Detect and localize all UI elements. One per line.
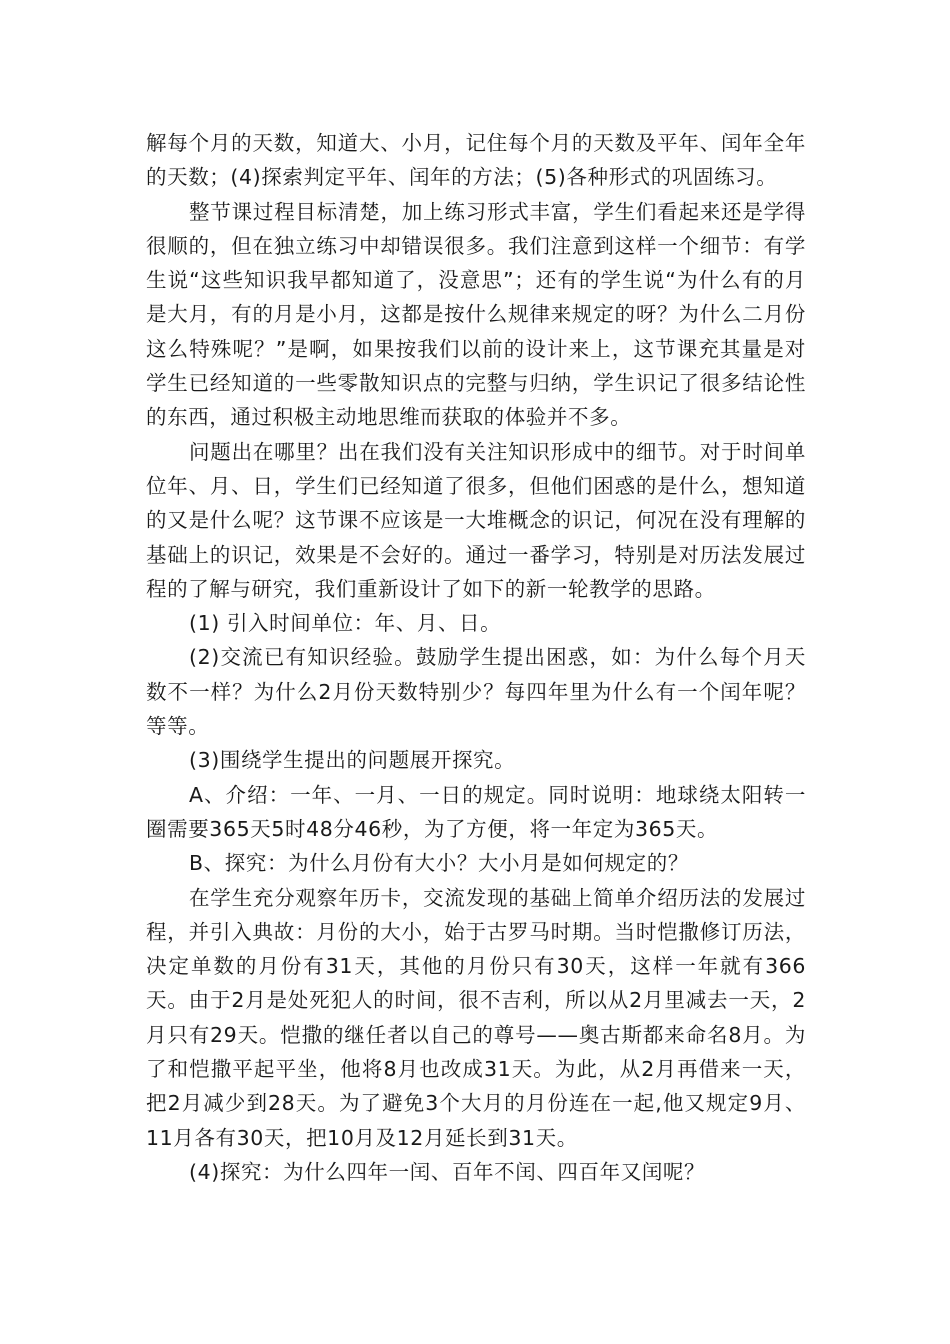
document-page bbox=[146, 126, 806, 1189]
paragraph-lesson-reflection: 整节课过程目标清楚，加上练习形式丰富，学生们看起来还是学得很顺的，但在独立练习中却错误很多。我们注意到这样一个细节：有学生说“这些知识我早都知道了，没意思”；还有的学生说“为什么有的月是大月，有的月是小月，这都是按什么规律来规定的呀？为什么二月份这么特殊呢？”是啊，如果按我们以前的设计来上，这节课充其量是对学生已经知道的一些零散知识点的完整与归纳，学生识记了很多结论性的东西，通过积极主动地思维而获取的体验并不多。 bbox=[146, 199, 806, 430]
step-4-leap-year-question: (4)探究：为什么四年一闰、百年不闰、四百年又闰呢？ bbox=[189, 1159, 706, 1184]
paragraph-continuation: 解每个月的天数，知道大、小月，记住每个月的天数及平年、闰年全年的天数；(4)探索判定平年、闰年的方法；(5)各种形式的巩固练习。 bbox=[146, 131, 806, 190]
sub-step-a-introduction: A、介绍：一年、一月、一日的规定。同时说明：地球绕太阳转一圈需要365天5时48分46秒，为了方便，将一年定为365天。 bbox=[146, 782, 806, 841]
step-3-explore-questions: (3)围绕学生提出的问题展开探究。 bbox=[189, 748, 516, 773]
step-2-share-experience: (2)交流已有知识经验。鼓励学生提出困惑，如：为什么每个月天数不一样？为什么2月份天数特别少？每四年里为什么有一个闰年呢？等等。 bbox=[146, 645, 806, 739]
step-1-introduce-units: (1) 引入时间单位：年、月、日。 bbox=[189, 611, 502, 636]
paragraph-calendar-history: 在学生充分观察年历卡，交流发现的基础上简单介绍历法的发展过程，并引入典故：月份的大小，始于古罗马时期。当时恺撒修订历法，决定单数的月份有31天，其他的月份只有30天，这样一年就有366天。由于2月是处死犯人的时间，很不吉利，所以从2月里减去一天，2月只有29天。恺撒的继任者以自己的尊号——奥古斯都来命名8月。为了和恺撒平起平坐，他将8月也改成31天。为此，从2月再借来一天，把2月减少到28天。为了避免3个大月的月份连在一起,他又规定9月、11月各有30天，把10月及12月延长到31天。 bbox=[146, 885, 806, 1150]
paragraph-problem-analysis: 问题出在哪里？出在我们没有关注知识形成中的细节。对于时间单位年、月、日，学生们已经知道了很多，但他们困惑的是什么，想知道的又是什么呢？这节课不应该是一大堆概念的识记，何况在没有理解的基础上的识记，效果是不会好的。通过一番学习，特别是对历法发展过程的了解与研究，我们重新设计了如下的新一轮教学的思路。 bbox=[146, 439, 806, 601]
sub-step-b-exploration: B、探究：为什么月份有大小？大小月是如何规定的？ bbox=[189, 851, 689, 876]
